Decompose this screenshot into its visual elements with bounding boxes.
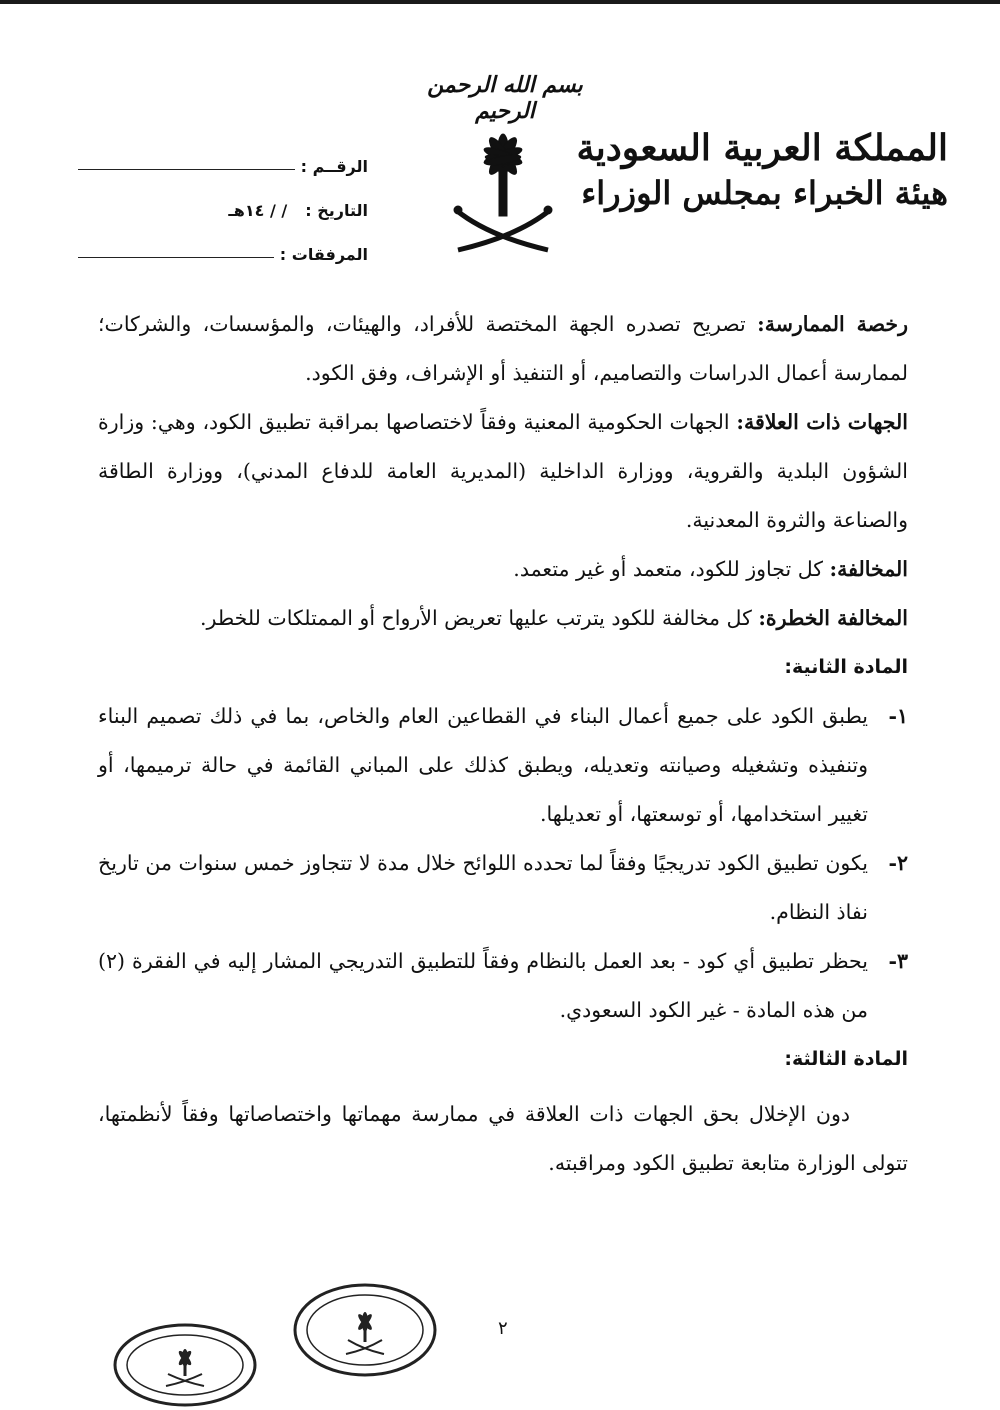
definition-text: تصريح تصدره الجهة المختصة للأفراد، والهيئات، والمؤسسات، والشركات؛ لممارسة أعمال الدراسات والتصاميم، أو التنفيذ أو الإشراف، وفق الكود. [98,312,908,385]
page-number: ٢ [498,1318,508,1339]
document-body [98,300,908,1188]
reference-number-line [78,168,295,170]
definition-term: رخصة الممارسة: [757,312,908,336]
authority-name: هيئة الخبراء بمجلس الوزراء [581,174,948,213]
attachments-line [78,256,274,258]
date-value: / / ١٤هـ [228,201,288,220]
definition-violation [98,545,908,594]
article-2-heading: المادة الثانية: [784,656,908,678]
attachments-label: المرفقات : [279,245,368,264]
definition-term: المخالفة: [829,557,908,581]
reference-number-label: الرقــم : [300,157,368,176]
reference-number-row [78,132,368,176]
list-item [98,839,908,937]
definition-related-entities [98,398,908,545]
definition-term: الجهات ذات العلاقة: [736,410,908,434]
list-item-number: ٢- [888,851,908,875]
saudi-emblem-icon [448,118,558,258]
article-3-text: دون الإخلال بحق الجهات ذات العلاقة في ممارسة مهماتها واختصاصاتها وفقاً لأنظمتها، تتولى الوزارة متابعة تطبيق الكود ومراقبته. [98,1102,908,1175]
list-item-text: يكون تطبيق الكود تدريجيًا وفقاً لما تحدده اللوائح خلال مدة لا تتجاوز خمس سنوات من تاريخ نفاذ النظام. [98,851,868,924]
date-label: التاريخ : [305,201,368,220]
reference-block [78,132,368,264]
attachments-row [78,220,368,264]
experts-commission-seal-icon [290,1280,440,1380]
definition-text: كل مخالفة للكود يترتب عليها تعريض الأرواح أو الممتلكات للخطر. [200,606,759,630]
scan-edge-line [0,0,1000,4]
list-item-text: يطبق الكود على جميع أعمال البناء في القطاعين العام والخاص، بما في ذلك تصميم البناء وتنفيذه وتشغيله وصيانته وتعديله، ويطبق كذلك على المباني القائمة في حالة ترميمها، أو تغيير استخدامها، أو توسعتها، أو تعديلها. [98,704,868,826]
definition-text: كل تجاوز للكود، متعمد أو غير متعمد. [513,557,830,581]
list-item-number: ١- [888,704,908,728]
definition-serious-violation [98,594,908,643]
list-item-text: يحظر تطبيق أي كود - بعد العمل بالنظام وفقاً للتطبيق التدريجي المشار إليه في الفقرة (٢) من هذه المادة - غير الكود السعودي. [98,949,868,1022]
general-secretariat-seal-icon [110,1320,260,1410]
article-3-heading: المادة الثالثة: [784,1048,908,1070]
list-item [98,692,908,839]
basmala-calligraphy: بسم الله الرحمن الرحيم [427,72,583,124]
definition-text: الجهات الحكومية المعنية وفقاً لاختصاصها بمراقبة تطبيق الكود، وهي: وزارة الشؤون البلدية والقروية، ووزارة الداخلية (المديرية العامة للدفاع المدني)، ووزارة الطاقة والصناعة والثروة المعدنية. [98,410,908,532]
definition-license [98,300,908,398]
definition-term: المخالفة الخطرة: [758,606,908,630]
list-item-number: ٣- [888,949,908,973]
date-row [78,176,368,220]
kingdom-letterhead [568,128,948,212]
kingdom-name: المملكة العربية السعودية [576,127,948,169]
list-item [98,937,908,1035]
